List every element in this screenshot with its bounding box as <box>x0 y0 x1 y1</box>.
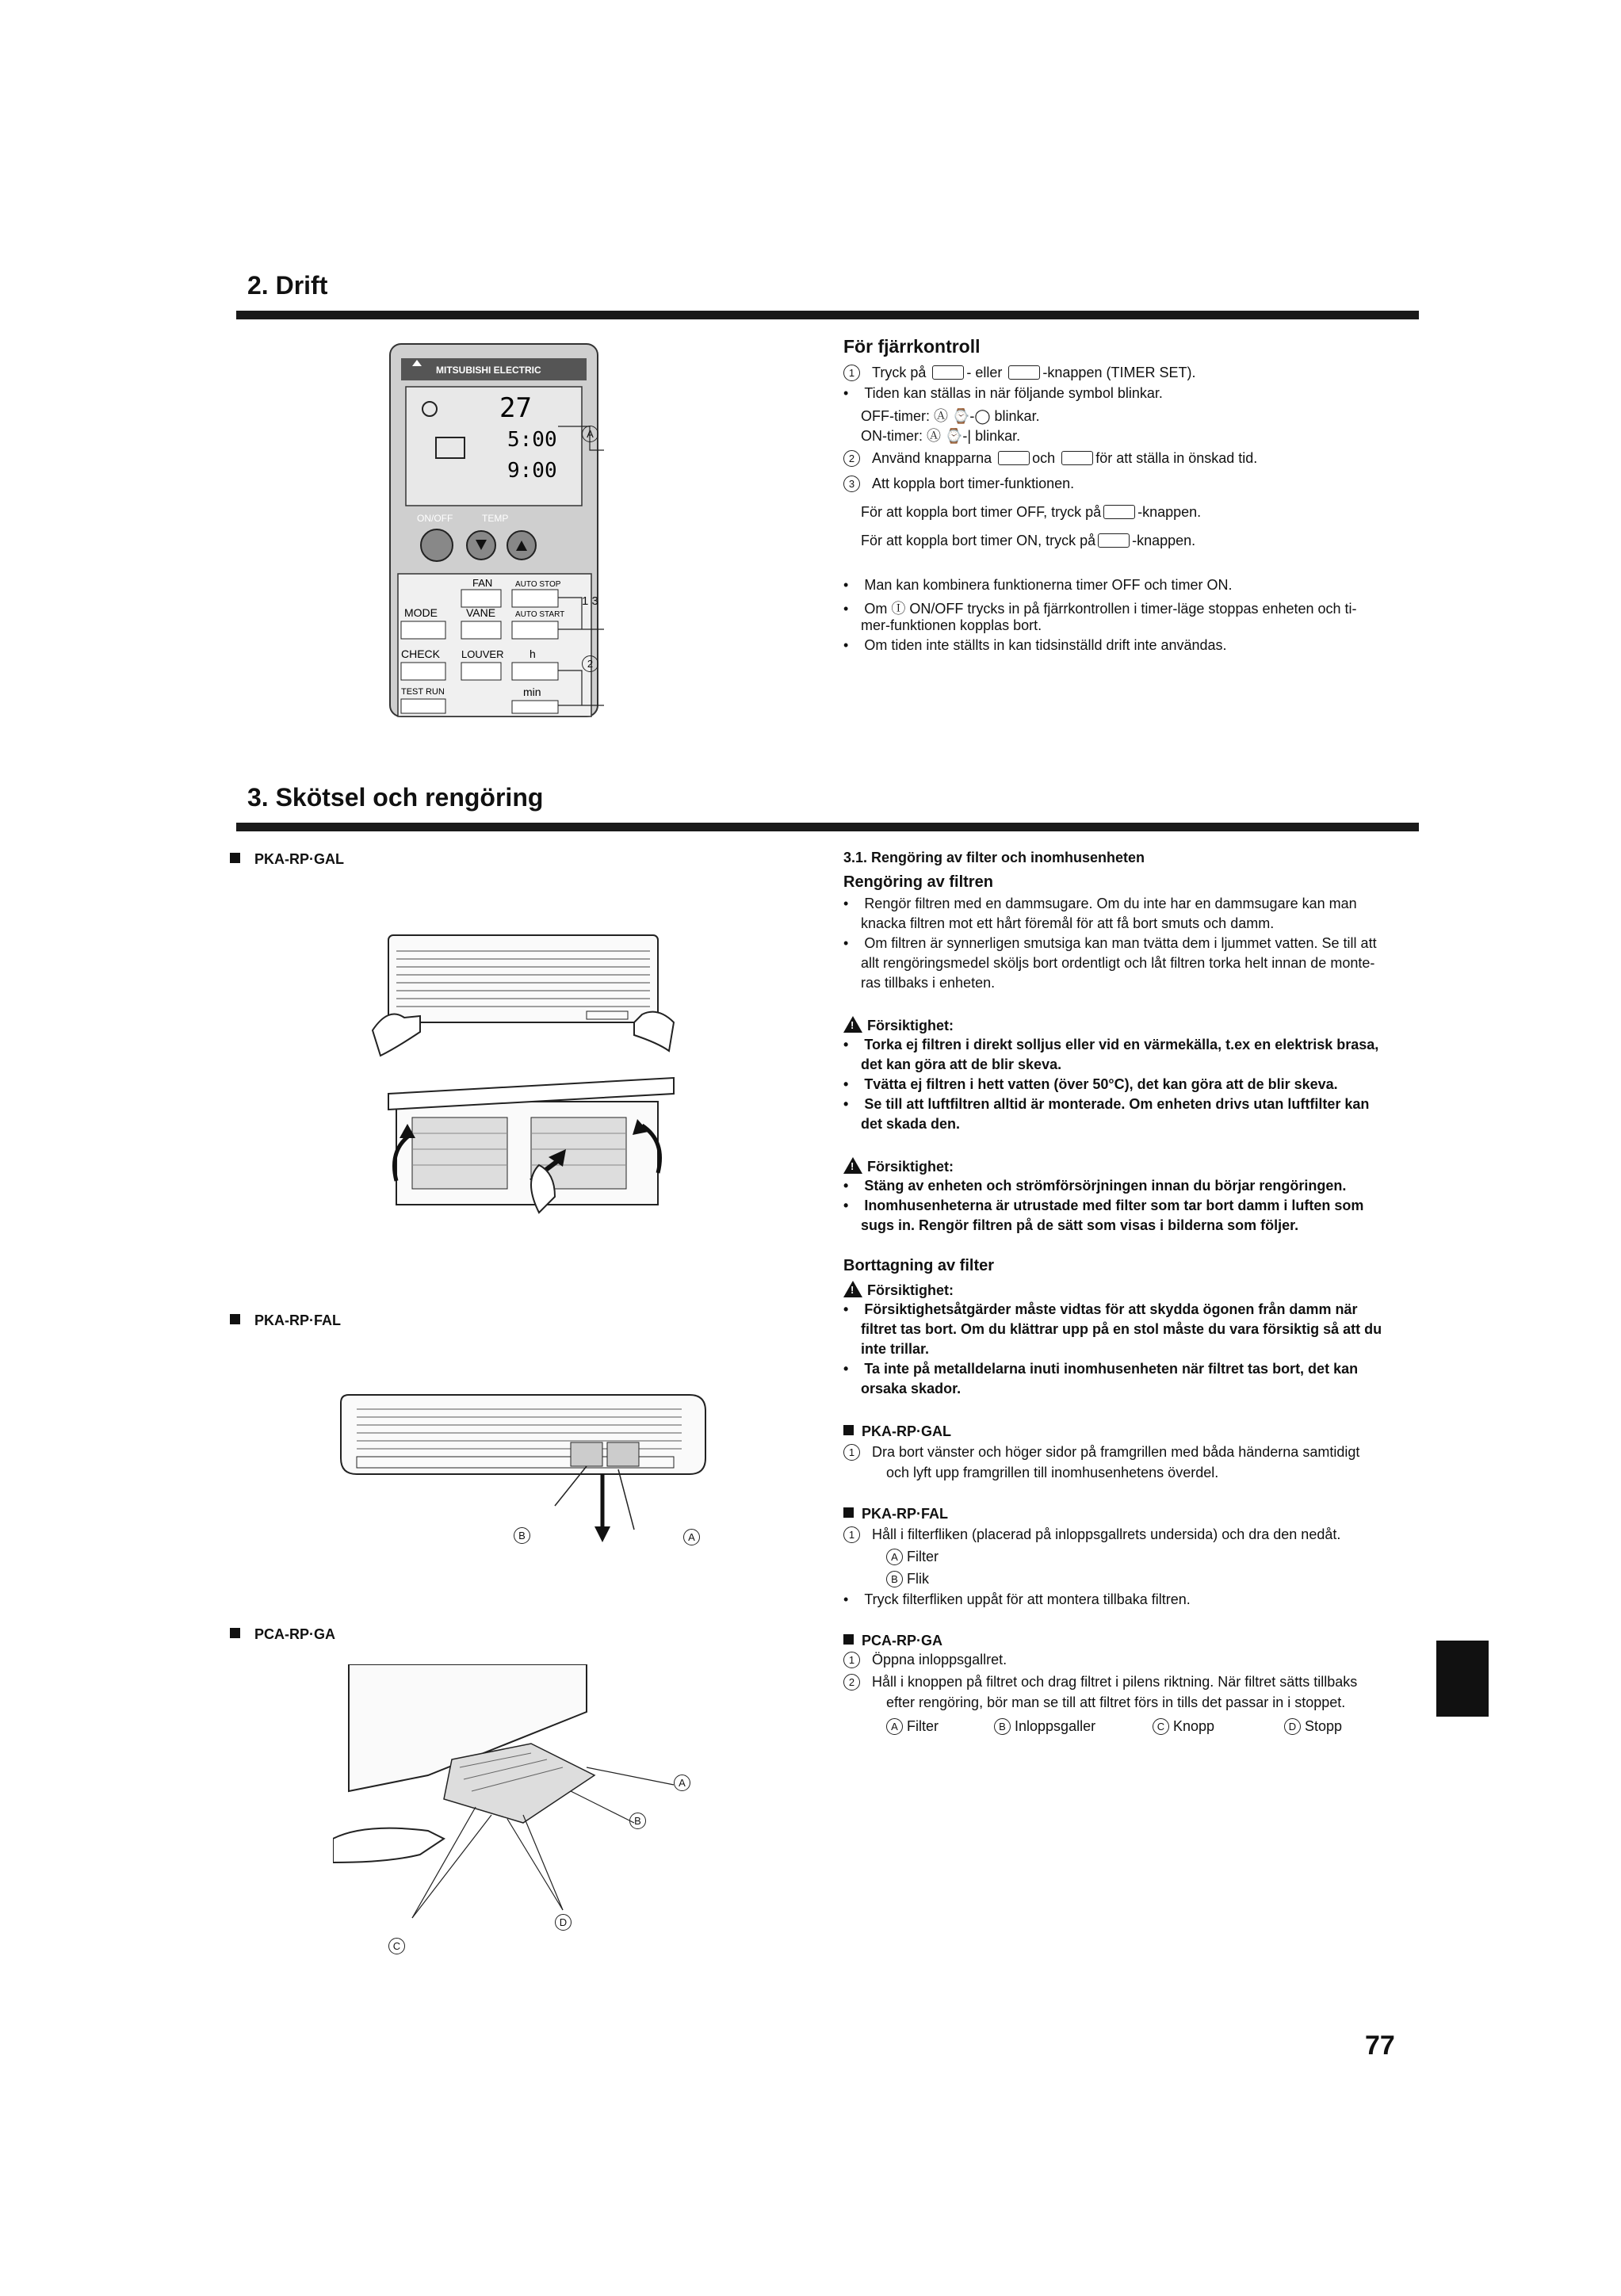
svg-text:VANE: VANE <box>466 606 496 619</box>
section-2-title: 2. Drift <box>247 271 328 300</box>
svg-text:LOUVER: LOUVER <box>461 648 504 660</box>
auto-stop-button[interactable] <box>512 590 558 607</box>
svg-text:MODE: MODE <box>404 606 438 619</box>
fig-label-pca: PCA-RP·GA <box>230 1626 335 1643</box>
svg-text:TEMP: TEMP <box>482 513 509 524</box>
page-number: 77 <box>1365 2030 1395 2061</box>
section-3-rule <box>236 823 1419 831</box>
minute-key-icon <box>1061 451 1093 465</box>
warning-icon <box>843 1281 862 1297</box>
svg-text:CHECK: CHECK <box>401 648 441 660</box>
svg-text:ON/OFF: ON/OFF <box>417 513 453 524</box>
fig-label-fal: PKA-RP·FAL <box>230 1312 341 1329</box>
svg-text:h: h <box>530 648 536 660</box>
remote-control-illustration <box>388 342 610 718</box>
remote-display-on-time: 9:00 <box>507 459 557 483</box>
pca-callout-b: B <box>629 1810 646 1831</box>
on-off-button[interactable] <box>421 529 453 561</box>
callout-2-remote: 2 <box>582 655 598 675</box>
warning-icon <box>843 1016 862 1033</box>
section-2-rule <box>236 311 1419 319</box>
auto-start-button[interactable] <box>512 621 558 639</box>
minute-button[interactable] <box>512 701 558 713</box>
caution-2: !Försiktighet: <box>843 1157 954 1175</box>
svg-text:min: min <box>523 686 541 698</box>
cleaning-title: Rengöring av filtren <box>843 873 993 891</box>
svg-text:TEST RUN: TEST RUN <box>401 687 445 697</box>
caution-1: !Försiktighet: <box>843 1016 954 1034</box>
pca-callout-c: C <box>388 1935 405 1956</box>
pca-callout-a: A <box>674 1772 690 1793</box>
remote-brand: MITSUBISHI ELECTRIC <box>436 365 541 376</box>
warning-icon <box>843 1157 862 1174</box>
fig-label-gal: PKA-RP·GAL <box>230 851 344 868</box>
fal-callout-b: B <box>514 1525 530 1545</box>
remote-display-temp: 27 <box>499 392 532 424</box>
auto-start-key-icon-2 <box>1098 533 1130 548</box>
removal-title: Borttagning av filter <box>843 1257 995 1274</box>
hour-button[interactable] <box>512 663 558 680</box>
auto-stop-key-icon-2 <box>1103 505 1135 519</box>
pca-unit-illustration <box>333 1664 682 1950</box>
fal-callout-a: A <box>683 1526 700 1547</box>
remote-display-off-time: 5:00 <box>507 428 557 452</box>
section-3-1-title: 3.1. Rengöring av filter och inomhusenheten <box>843 850 1145 865</box>
svg-text:AUTO START: AUTO START <box>515 610 565 619</box>
remote-subtitle: För fjärrkontroll <box>843 336 981 357</box>
pca-callout-d: D <box>555 1912 572 1932</box>
hour-key-icon <box>998 451 1030 465</box>
callout-a-remote: A <box>582 425 598 445</box>
gal-unit-illustration <box>365 911 682 1244</box>
svg-text:AUTO STOP: AUTO STOP <box>515 580 561 589</box>
section-tab-marker <box>1436 1641 1489 1717</box>
auto-start-key-icon <box>1008 365 1040 380</box>
auto-stop-key-icon <box>932 365 964 380</box>
caution-3: !Försiktighet: <box>843 1281 954 1299</box>
section-3-title: 3. Skötsel och rengöring <box>247 783 544 812</box>
svg-text:FAN: FAN <box>472 577 493 589</box>
callout-13-remote: 1 3 <box>582 594 598 608</box>
